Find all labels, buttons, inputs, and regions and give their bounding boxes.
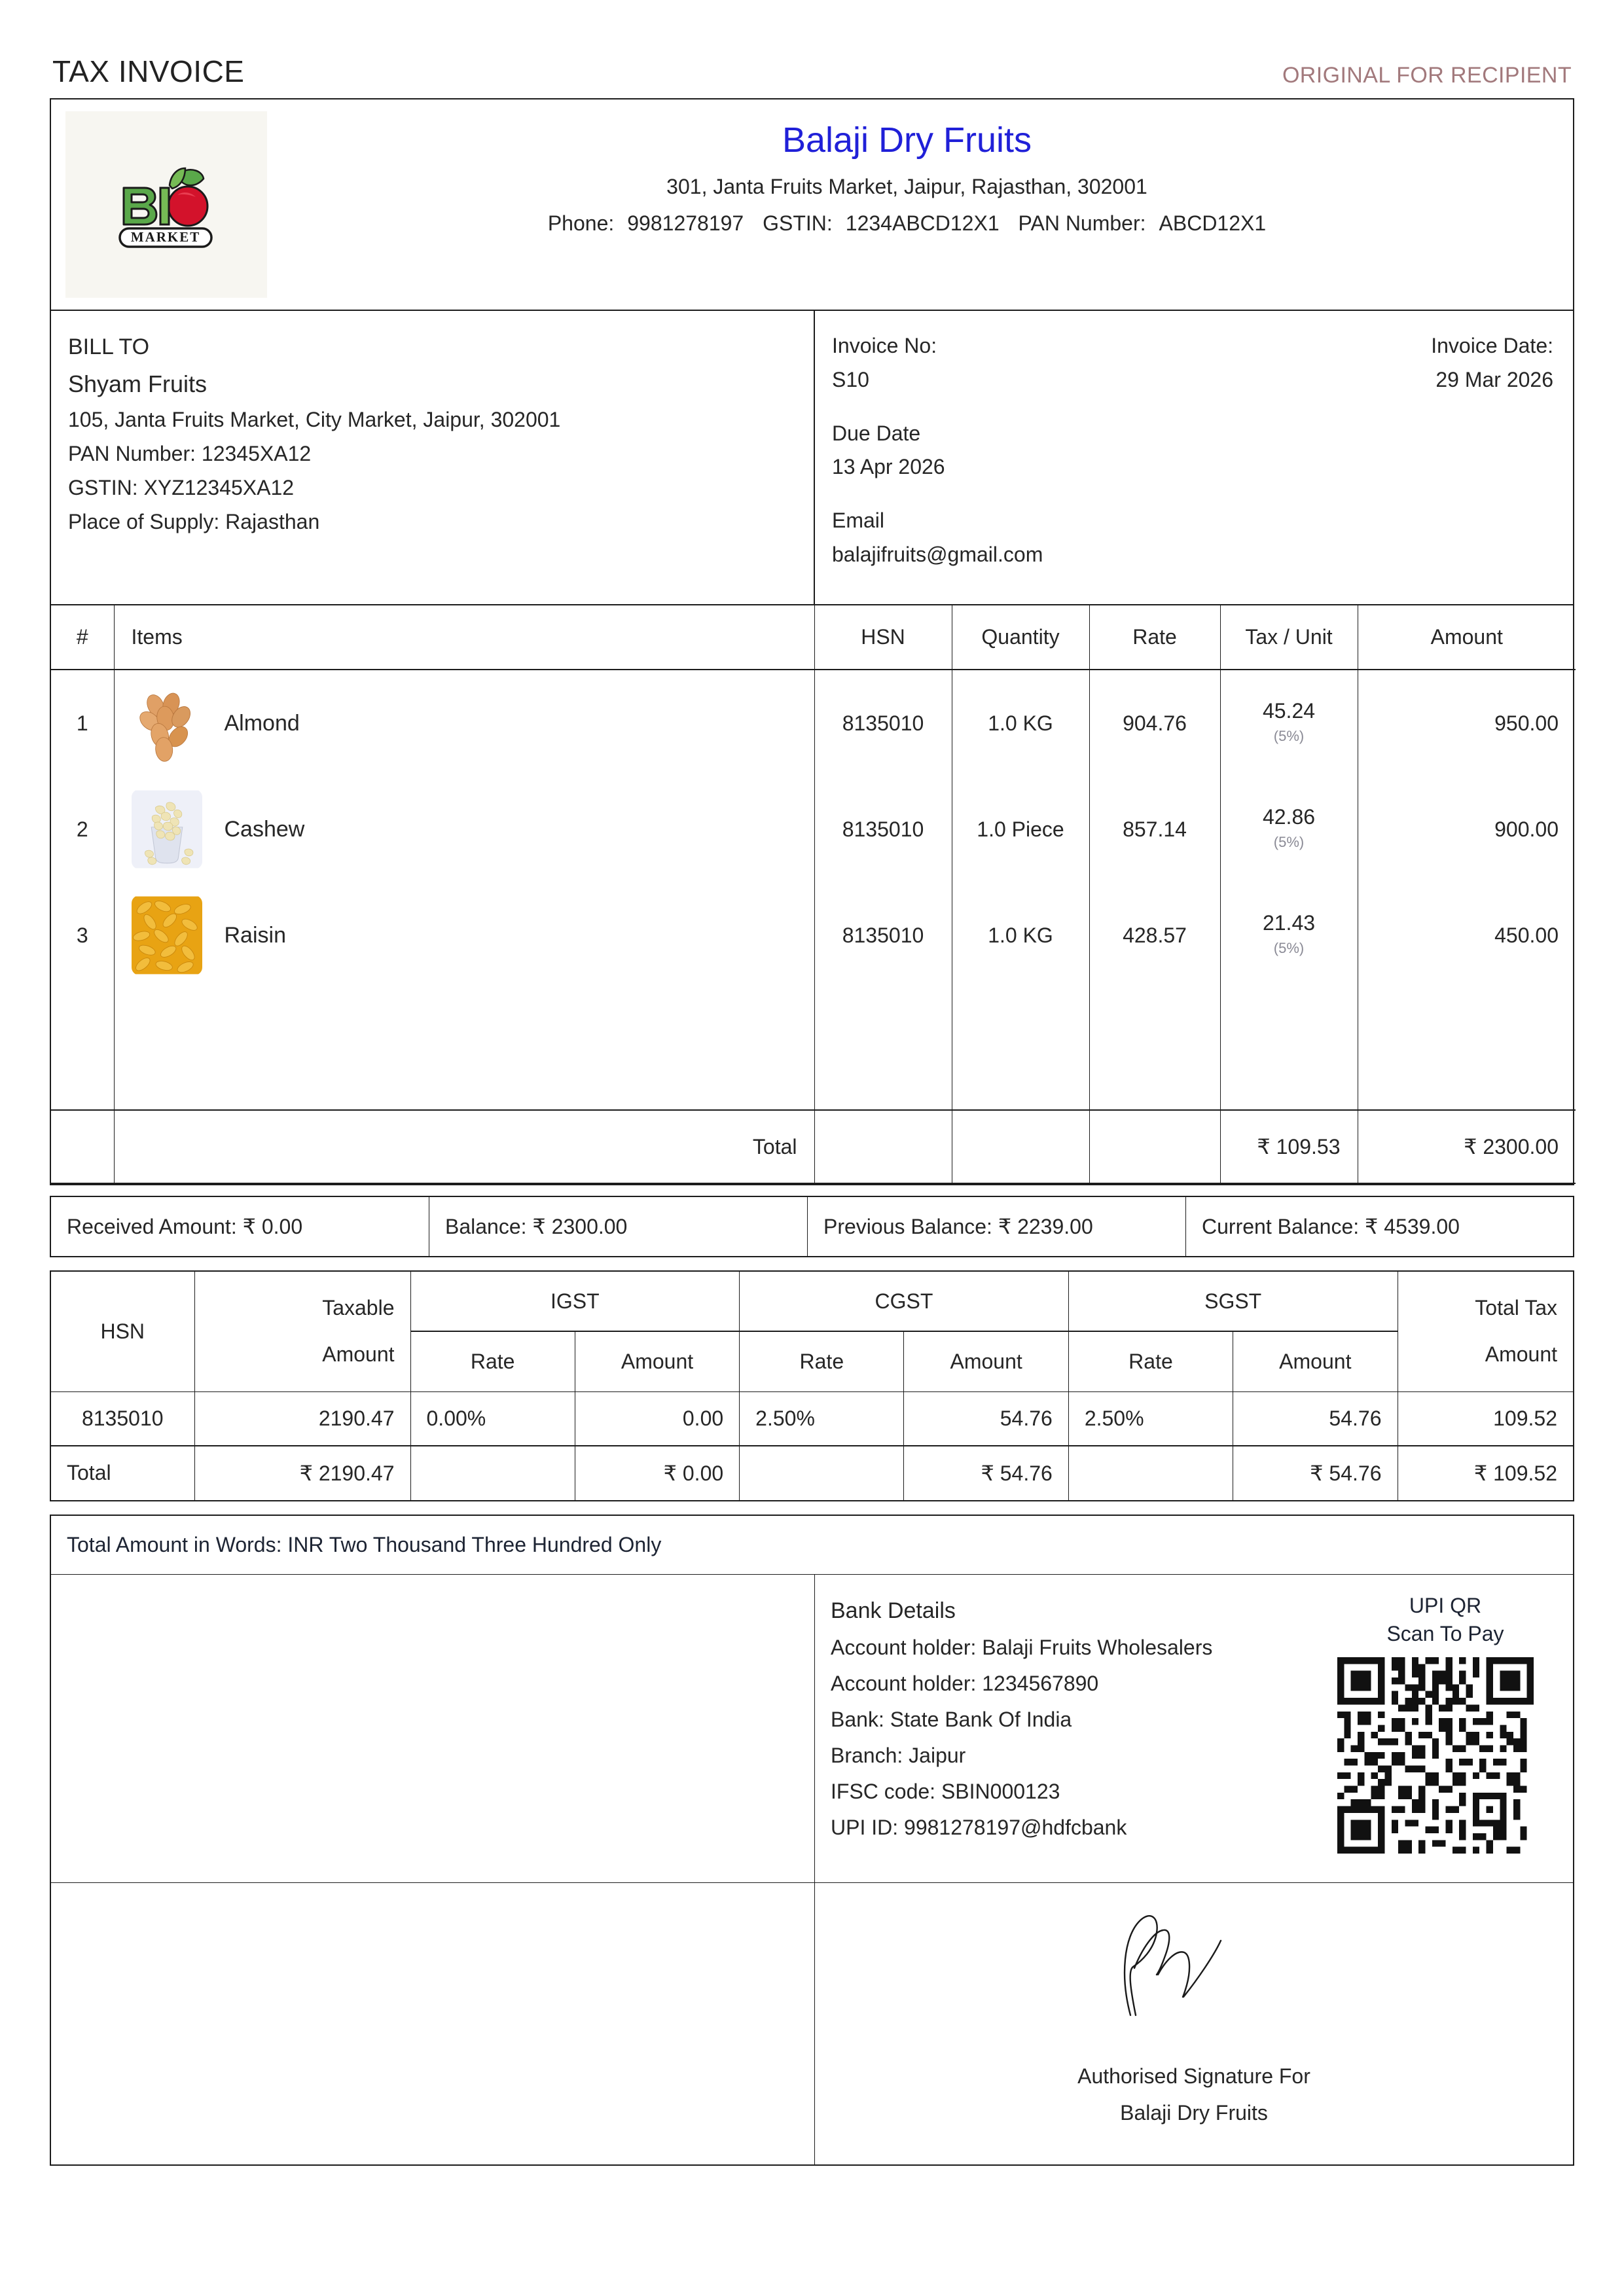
received-amount: Received Amount: ₹ 0.00	[51, 1197, 429, 1256]
gst-col-igst: IGST	[410, 1271, 740, 1331]
gst-col-taxable-line2: Amount	[322, 1342, 395, 1367]
seller-name: Balaji Dry Fruits	[782, 120, 1032, 160]
upi-qr-code-icon[interactable]	[1337, 1657, 1534, 1854]
row-rate: 904.76	[1089, 670, 1220, 776]
gst-col-igst-rate: Rate	[410, 1331, 575, 1391]
bill-to-block	[51, 311, 815, 604]
items-total-row	[51, 1110, 1576, 1183]
bank-name: Bank: State Bank Of India	[831, 1708, 1072, 1732]
customer-address: 105, Janta Fruits Market, City Market, Jaipur, 302001	[68, 408, 561, 432]
gst-row-total-tax: 109.52	[1398, 1391, 1574, 1446]
row-tax-percent: (5%)	[1273, 728, 1305, 745]
qr-subtitle: Scan To Pay	[1386, 1621, 1504, 1645]
email-value: balajifruits@gmail.com	[832, 543, 1043, 567]
col-header-rate: Rate	[1089, 605, 1220, 670]
table-row	[51, 670, 1576, 776]
invoice-meta-block	[815, 311, 1573, 604]
previous-balance: Previous Balance: ₹ 2239.00	[808, 1197, 1186, 1256]
row-rate: 428.57	[1089, 882, 1220, 988]
table-row	[51, 776, 1576, 882]
balances-strip	[50, 1196, 1574, 1257]
row-tax-value: 42.86	[1262, 804, 1316, 829]
logo-cell	[51, 99, 267, 310]
gst-row-hsn: 8135010	[50, 1391, 194, 1446]
amount-in-words: Total Amount in Words: INR Two Thousand Three Hundred Only	[51, 1516, 1573, 1575]
customer-gstin: GSTIN: XYZ12345XA12	[68, 476, 295, 500]
customer-name: Shyam Fruits	[68, 370, 208, 398]
gst-summary-table	[50, 1270, 1574, 1501]
gst-col-taxable	[194, 1271, 410, 1391]
gst-row-cgst-rate: 2.50%	[740, 1391, 904, 1446]
bank-details	[815, 1575, 1337, 1882]
item-name: Raisin	[224, 922, 286, 948]
customer-pan: PAN Number: 12345XA12	[68, 442, 312, 466]
phone-label: Phone:	[547, 211, 615, 235]
gst-row-igst-rate: 0.00%	[410, 1391, 575, 1446]
svg-text:MARKET: MARKET	[130, 228, 201, 245]
invoice-date-label: Invoice Date:	[1431, 334, 1553, 357]
bank-heading: Bank Details	[831, 1598, 956, 1623]
gst-col-cgst-amount: Amount	[904, 1331, 1068, 1391]
col-header-tax-unit: Tax / Unit	[1220, 605, 1358, 670]
gst-header-row-1	[50, 1271, 1574, 1331]
row-tax-percent: (5%)	[1273, 834, 1305, 851]
row-quantity: 1.0 KG	[952, 882, 1089, 988]
gst-total-igst-rate	[410, 1446, 575, 1501]
row-tax-value: 21.43	[1262, 910, 1316, 935]
gst-col-total-tax-line2: Amount	[1485, 1342, 1557, 1367]
row-index: 2	[51, 776, 114, 882]
gst-col-sgst-amount: Amount	[1233, 1331, 1398, 1391]
gst-total-sgst-amount: ₹ 54.76	[1233, 1446, 1398, 1501]
table-filler-row	[51, 988, 1576, 1110]
col-header-quantity: Quantity	[952, 605, 1089, 670]
row-quantity: 1.0 Piece	[952, 776, 1089, 882]
balance-amount: Balance: ₹ 2300.00	[429, 1197, 808, 1256]
row-tax-unit	[1220, 776, 1358, 882]
gstin-value: 1234ABCD12X1	[845, 211, 1000, 235]
pan-label: PAN Number:	[1018, 211, 1146, 235]
gst-total-igst-amount: ₹ 0.00	[575, 1446, 739, 1501]
row-tax-unit	[1220, 670, 1358, 776]
copy-type-label: ORIGINAL FOR RECIPIENT	[1282, 63, 1572, 88]
row-item-cell	[114, 882, 814, 988]
gst-row-sgst-rate: 2.50%	[1068, 1391, 1233, 1446]
gst-col-cgst-rate: Rate	[740, 1331, 904, 1391]
items-total-amount: ₹ 2300.00	[1358, 1110, 1576, 1183]
bank-upi-id: UPI ID: 9981278197@hdfcbank	[831, 1816, 1127, 1840]
raisin-thumbnail-icon	[132, 895, 202, 975]
items-table	[51, 605, 1576, 1184]
items-total-label: Total	[114, 1110, 814, 1183]
item-name: Cashew	[224, 816, 305, 842]
gst-total-taxable: ₹ 2190.47	[194, 1446, 410, 1501]
row-index: 3	[51, 882, 114, 988]
gst-col-cgst: CGST	[740, 1271, 1069, 1331]
gstin-label: GSTIN:	[763, 211, 833, 235]
gst-col-hsn: HSN	[50, 1271, 194, 1391]
row-tax-unit	[1220, 882, 1358, 988]
gst-row-igst-amount: 0.00	[575, 1391, 739, 1446]
gst-col-sgst-rate: Rate	[1068, 1331, 1233, 1391]
table-row	[51, 882, 1576, 988]
footer-block	[50, 1515, 1574, 2166]
place-of-supply: Place of Supply: Rajasthan	[68, 509, 320, 533]
bill-to-and-meta	[51, 311, 1573, 605]
cashew-thumbnail-icon	[132, 789, 202, 869]
col-header-items: Items	[114, 605, 814, 670]
item-name: Almond	[224, 710, 300, 736]
due-date-value: 13 Apr 2026	[832, 455, 945, 479]
signature-cell	[815, 1883, 1573, 2164]
row-amount: 950.00	[1494, 711, 1559, 735]
col-header-amount: Amount	[1358, 605, 1576, 670]
signature-row	[51, 1882, 1573, 2164]
almond-thumbnail-icon	[132, 683, 202, 763]
seller-header	[51, 99, 1573, 311]
invoice-frame	[50, 98, 1574, 1185]
items-total-tax: ₹ 109.53	[1220, 1110, 1358, 1183]
email-label: Email	[832, 509, 885, 533]
bank-ifsc: IFSC code: SBIN000123	[831, 1780, 1060, 1804]
row-tax-percent: (5%)	[1273, 940, 1305, 957]
gst-col-total-tax	[1398, 1271, 1574, 1391]
upi-qr-block	[1337, 1575, 1573, 1882]
col-header-hsn: HSN	[814, 605, 952, 670]
row-tax-value: 45.24	[1262, 698, 1316, 723]
gst-total-label: Total	[50, 1446, 194, 1501]
signature-label-line1: Authorised Signature For	[1077, 2064, 1310, 2088]
gst-col-igst-amount: Amount	[575, 1331, 739, 1391]
gst-col-sgst: SGST	[1068, 1271, 1398, 1331]
notes-blank-cell	[51, 1575, 815, 1882]
gst-col-total-tax-line1: Total Tax	[1475, 1296, 1557, 1320]
pan-value: ABCD12X1	[1159, 211, 1267, 235]
gst-row-taxable: 2190.47	[194, 1391, 410, 1446]
phone-value: 9981278197	[627, 211, 744, 235]
row-item-cell	[114, 670, 814, 776]
bank-branch: Branch: Jaipur	[831, 1744, 966, 1768]
gst-data-row	[50, 1391, 1574, 1446]
row-hsn: 8135010	[814, 776, 952, 882]
bio-market-logo-icon	[104, 159, 228, 251]
row-amount: 450.00	[1494, 923, 1559, 947]
items-table-header-row	[51, 605, 1576, 670]
col-header-no: #	[51, 605, 114, 670]
seller-details	[267, 99, 1573, 310]
company-logo	[65, 111, 267, 298]
gst-total-sgst-rate	[1068, 1446, 1233, 1501]
bank-account-holder: Account holder: Balaji Fruits Wholesalers	[831, 1635, 1213, 1659]
bank-row	[51, 1575, 1573, 1882]
current-balance: Current Balance: ₹ 4539.00	[1202, 1215, 1460, 1238]
due-date-label: Due Date	[832, 421, 921, 445]
signature-blank-cell	[51, 1883, 815, 2164]
signature-icon	[1086, 1897, 1302, 2054]
gst-total-cgst-rate	[740, 1446, 904, 1501]
invoice-date-value: 29 Mar 2026	[1435, 367, 1553, 391]
qr-title: UPI QR	[1409, 1593, 1482, 1617]
bill-to-heading: BILL TO	[68, 334, 150, 359]
seller-address: 301, Janta Fruits Market, Jaipur, Rajasthan, 302001	[666, 174, 1147, 198]
seller-contact-line	[267, 207, 1547, 239]
gst-total-row	[50, 1446, 1574, 1501]
signature-label-line2: Balaji Dry Fruits	[1120, 2100, 1268, 2125]
gst-col-taxable-line1: Taxable	[322, 1296, 395, 1320]
row-item-cell	[114, 776, 814, 882]
gst-total-cgst-amount: ₹ 54.76	[904, 1446, 1068, 1501]
document-title: TAX INVOICE	[52, 54, 245, 88]
gst-row-cgst-amount: 54.76	[904, 1391, 1068, 1446]
invoice-no-label: Invoice No:	[832, 334, 937, 357]
row-amount: 900.00	[1494, 817, 1559, 841]
row-index: 1	[51, 670, 114, 776]
bank-account-number: Account holder: 1234567890	[831, 1672, 1099, 1695]
row-rate: 857.14	[1089, 776, 1220, 882]
gst-total-total-tax: ₹ 109.52	[1398, 1446, 1574, 1501]
row-hsn: 8135010	[814, 670, 952, 776]
top-bar	[50, 56, 1574, 98]
invoice-no-value: S10	[832, 367, 869, 391]
row-hsn: 8135010	[814, 882, 952, 988]
bank-cell	[815, 1575, 1573, 1882]
gst-row-sgst-amount: 54.76	[1233, 1391, 1398, 1446]
row-quantity: 1.0 KG	[952, 670, 1089, 776]
